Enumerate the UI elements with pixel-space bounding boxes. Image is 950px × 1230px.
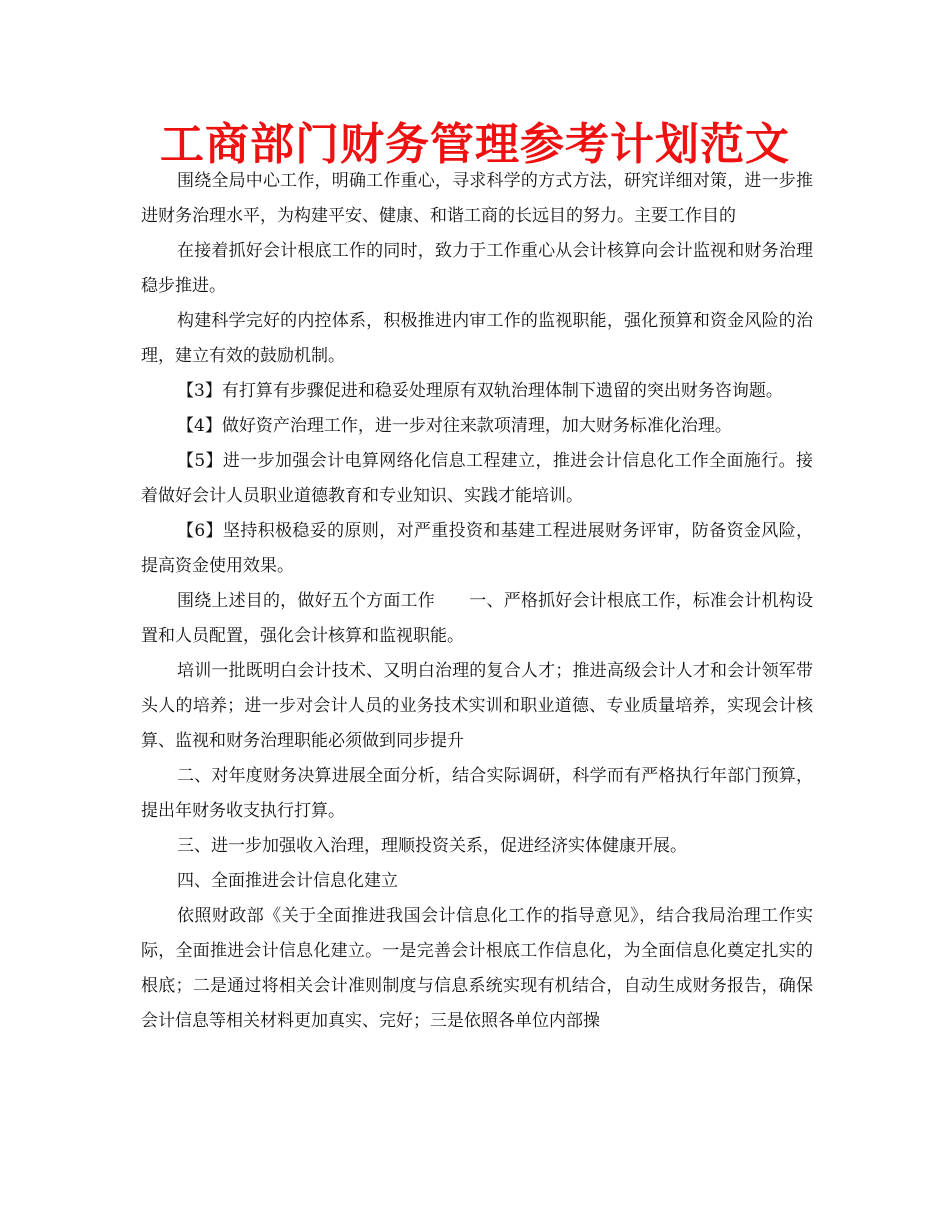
document-title: 工商部门财务管理参考计划范文 — [160, 119, 790, 170]
paragraph: 依照财政部《关于全面推进我国会计信息化工作的指导意见》，结合我局治理工作实际，全面推进会计信息化建立。一是完善会计根底工作信息化，为全面信息化奠定扎实的根底；二是通过将相关会计准则制度与信息系统实现有机结合，自动生成财务报告，确保会计信息等相关材料更加真实、完好；三是依照各单位内部操 — [141, 906, 813, 1031]
paragraph: 【5】进一步加强会计电算网络化信息工程建立，推进会计信息化工作全面施行。接着做好会计人员职业道德教育和专业知识、实践才能培训。 — [141, 451, 813, 506]
paragraph: 【3】有打算有步骤促进和稳妥处理原有双轨治理体制下遗留的突出财务咨询题。 — [177, 381, 783, 401]
paragraph: 围绕全局中心工作，明确工作重心，寻求科学的方式方法，研究详细对策，进一步推进财务治理水平，为构建平安、健康、和谐工商的长远目的努力。主要工作目的 — [141, 171, 813, 226]
paragraph: 构建科学完好的内控体系，积极推进内审工作的监视职能，强化预算和资金风险的治理，建立有效的鼓励机制。 — [141, 311, 813, 366]
paragraph: 【4】做好资产治理工作，进一步对往来款项清理，加大财务标准化治理。 — [177, 416, 732, 436]
paragraph: 【6】坚持积极稳妥的原则，对严重投资和基建工程进展财务评审，防备资金风险，提高资金使用效果。 — [141, 521, 813, 576]
paragraph: 三、进一步加强收入治理，理顺投资关系，促进经济实体健康开展。 — [177, 836, 687, 856]
paragraph: 围绕上述目的，做好五个方面工作 一、严格抓好会计根底工作，标准会计机构设置和人员配置，强化会计核算和监视职能。 — [141, 591, 813, 646]
paragraph: 四、全面推进会计信息化建立 — [177, 871, 398, 891]
paragraph: 二、对年度财务决算进展全面分析，结合实际调研，科学而有严格执行年部门预算，提出年财务收支执行打算。 — [141, 766, 813, 821]
document-body — [141, 164, 813, 1039]
paragraph: 培训一批既明白会计技术、又明白治理的复合人才；推进高级会计人才和会计领军带头人的培养；进一步对会计人员的业务技术实训和职业道德、专业质量培养，实现会计核算、监视和财务治理职能必须做到同步提升 — [141, 661, 813, 751]
paragraph: 在接着抓好会计根底工作的同时，致力于工作重心从会计核算向会计监视和财务治理稳步推进。 — [141, 241, 813, 296]
